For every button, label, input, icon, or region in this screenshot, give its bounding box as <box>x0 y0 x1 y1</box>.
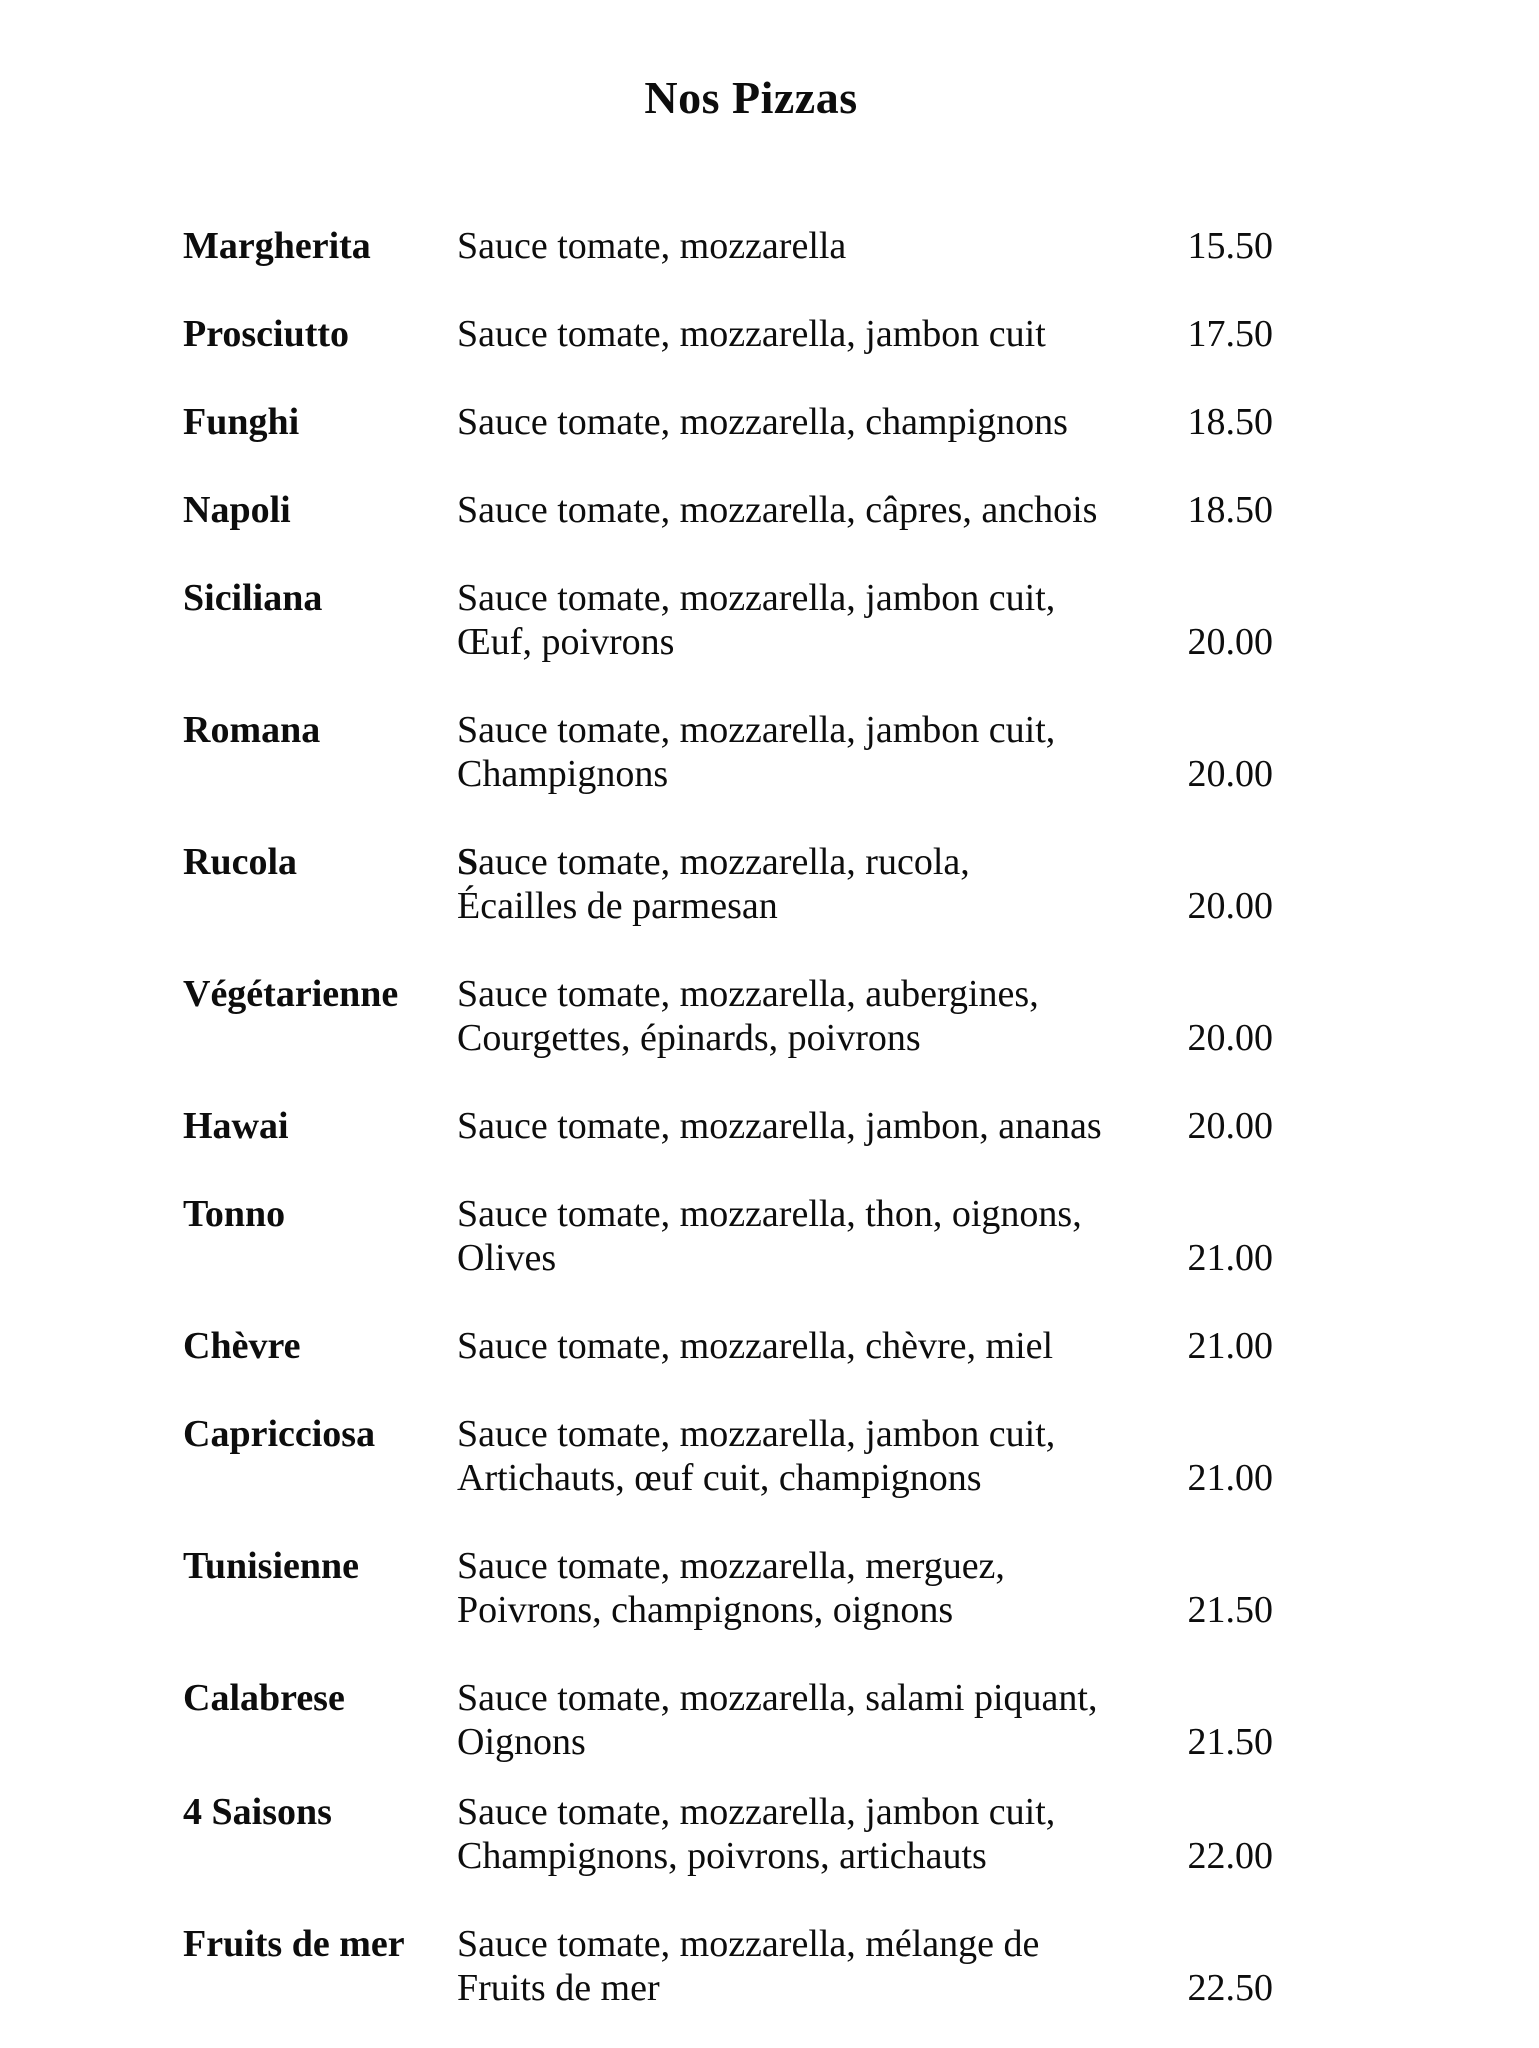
item-description <box>457 488 1177 532</box>
item-name: Napoli <box>183 489 291 531</box>
item-price: 20.00 <box>1187 1105 1273 1147</box>
item-description <box>457 708 1177 796</box>
item-name: Siciliana <box>183 577 323 619</box>
desc-line: Sauce tomate, mozzarella, merguez, <box>457 1545 1005 1587</box>
desc-line: Sauce tomate, mozzarella, jambon cuit, <box>457 709 1056 751</box>
menu-list <box>183 224 1273 2010</box>
item-price: 18.50 <box>1187 401 1273 443</box>
item-price: 22.50 <box>1187 1967 1273 2009</box>
menu-item-row <box>183 224 1273 268</box>
desc-line: Fruits de mer <box>457 1967 660 2009</box>
item-description <box>457 1324 1177 1368</box>
item-price: 20.00 <box>1187 621 1273 663</box>
item-name: Prosciutto <box>183 313 350 355</box>
item-description <box>457 576 1177 664</box>
menu-item-row <box>183 1192 1273 1280</box>
menu-item-row <box>183 1676 1273 1764</box>
menu-item-row <box>183 576 1273 664</box>
desc-line: Champignons, poivrons, artichauts <box>457 1835 987 1877</box>
item-description <box>457 1104 1177 1148</box>
item-price: 18.50 <box>1187 489 1273 531</box>
menu-item-row <box>183 708 1273 796</box>
item-description <box>457 1922 1177 2010</box>
item-description <box>457 1192 1177 1280</box>
item-name: Tonno <box>183 1193 286 1235</box>
item-description <box>457 1790 1177 1878</box>
item-price: 22.00 <box>1187 1835 1273 1877</box>
desc-line: Sauce tomate, mozzarella, jambon cuit, <box>457 1413 1056 1455</box>
item-name: Margherita <box>183 225 371 267</box>
item-price: 21.50 <box>1187 1721 1273 1763</box>
menu-item-row <box>183 1324 1273 1368</box>
item-description <box>457 312 1177 356</box>
desc-line: Œuf, poivrons <box>457 621 675 663</box>
item-name: Chèvre <box>183 1325 301 1367</box>
desc-line: Écailles de parmesan <box>457 885 778 927</box>
desc-line: Sauce tomate, mozzarella, jambon, ananas <box>457 1105 1102 1147</box>
item-price: 21.00 <box>1187 1325 1273 1367</box>
item-name: Rucola <box>183 841 297 883</box>
desc-line: Sauce tomate, mozzarella, jambon cuit, <box>457 577 1056 619</box>
desc-line: Sauce tomate, mozzarella, thon, oignons, <box>457 1193 1082 1235</box>
desc-line: Sauce tomate, mozzarella, rucola, <box>457 841 970 883</box>
desc-line: Sauce tomate, mozzarella, mélange de <box>457 1923 1040 1965</box>
page-title: Nos Pizzas <box>644 72 858 123</box>
item-price: 15.50 <box>1187 225 1273 267</box>
item-name: Fruits de mer <box>183 1923 405 1965</box>
item-name: Capricciosa <box>183 1413 376 1455</box>
menu-item-row <box>183 312 1273 356</box>
desc-line: Sauce tomate, mozzarella, champignons <box>457 401 1068 443</box>
desc-line: Artichauts, œuf cuit, champignons <box>457 1457 982 1499</box>
desc-line: Oignons <box>457 1721 586 1763</box>
item-description <box>457 224 1177 268</box>
item-price: 20.00 <box>1187 753 1273 795</box>
menu-item-row <box>183 1790 1273 1878</box>
item-description <box>457 972 1177 1060</box>
item-description <box>457 400 1177 444</box>
item-name: Funghi <box>183 401 300 443</box>
item-name: Romana <box>183 709 321 751</box>
desc-line: Champignons <box>457 753 669 795</box>
item-description <box>457 840 1177 928</box>
menu-item-row <box>183 1412 1273 1500</box>
item-name: Hawai <box>183 1105 289 1147</box>
item-name: Tunisienne <box>183 1545 360 1587</box>
desc-line: Sauce tomate, mozzarella, jambon cuit <box>457 313 1046 355</box>
item-price: 21.50 <box>1187 1589 1273 1631</box>
desc-line: Sauce tomate, mozzarella, salami piquant, <box>457 1677 1098 1719</box>
desc-line: Sauce tomate, mozzarella, jambon cuit, <box>457 1791 1056 1833</box>
menu-item-row <box>183 400 1273 444</box>
item-price: 17.50 <box>1187 313 1273 355</box>
item-price: 20.00 <box>1187 885 1273 927</box>
desc-line: Sauce tomate, mozzarella <box>457 225 847 267</box>
item-name: 4 Saisons <box>183 1791 332 1833</box>
item-description <box>457 1412 1177 1500</box>
desc-line: Poivrons, champignons, oignons <box>457 1589 954 1631</box>
desc-line: Courgettes, épinards, poivrons <box>457 1017 921 1059</box>
desc-line: Sauce tomate, mozzarella, chèvre, miel <box>457 1325 1054 1367</box>
item-price: 21.00 <box>1187 1237 1273 1279</box>
menu-item-row <box>183 1104 1273 1148</box>
menu-item-row <box>183 488 1273 532</box>
item-name: Végétarienne <box>183 973 399 1015</box>
menu-item-row <box>183 1544 1273 1632</box>
desc-line: Olives <box>457 1237 557 1279</box>
item-description <box>457 1544 1177 1632</box>
desc-line: Sauce tomate, mozzarella, aubergines, <box>457 973 1039 1015</box>
menu-item-row <box>183 1922 1273 2010</box>
item-description <box>457 1676 1177 1764</box>
item-price: 20.00 <box>1187 1017 1273 1059</box>
item-price: 21.00 <box>1187 1457 1273 1499</box>
menu-item-row <box>183 840 1273 928</box>
desc-line: Sauce tomate, mozzarella, câpres, anchois <box>457 489 1098 531</box>
menu-item-row <box>183 972 1273 1060</box>
item-name: Calabrese <box>183 1677 345 1719</box>
